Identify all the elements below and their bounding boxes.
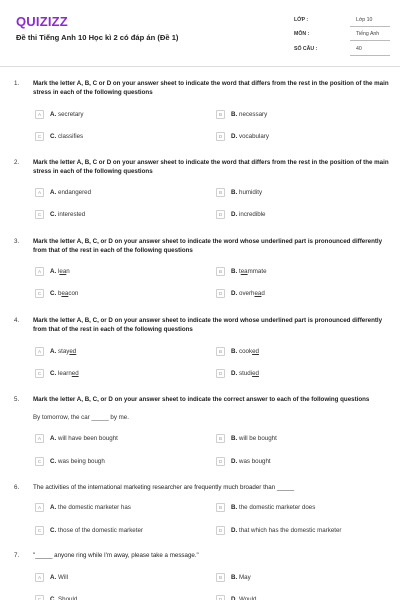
option-letter: B.	[231, 574, 238, 581]
question-text: Mark the letter A, B, C, or D on your answer sheet to indicate the correct answer to each of the following questions	[33, 396, 370, 403]
option-box[interactable]: B	[216, 434, 225, 443]
option-text: studied	[239, 370, 259, 377]
option-letter: A.	[50, 111, 57, 118]
option-letter: D.	[231, 290, 238, 297]
question-number: 6.	[14, 484, 20, 491]
option-box[interactable]: C	[35, 369, 44, 378]
question-text: Mark the letter A, B, C, or D on your answer sheet to indicate the word whose underlined part is pronounced differently from that of the rest in each of the following questions	[33, 238, 383, 254]
question-text: Mark the letter A, B, C or D on your answer sheet to indicate the word that differs from the rest in the position of the main stress in each of the following questions	[33, 159, 389, 175]
option-letter: B.	[231, 435, 238, 442]
option-text: the domestic marketer has	[58, 504, 131, 511]
question-prompt: By tomorrow, the car _____ by me.	[33, 414, 129, 421]
option-letter: B.	[231, 268, 238, 275]
option-text: Will	[58, 574, 68, 581]
question-number: 3.	[14, 238, 20, 245]
option-box[interactable]: B	[216, 573, 225, 582]
question-number: 7.	[14, 552, 20, 559]
option-box[interactable]: C	[35, 289, 44, 298]
meta-subject-label: MÔN :	[294, 31, 310, 37]
meta-count-underline	[350, 55, 390, 56]
meta-subject-underline	[350, 40, 390, 41]
option-letter: A.	[50, 189, 57, 196]
option-text: learned	[58, 370, 79, 377]
option-box[interactable]: B	[216, 267, 225, 276]
option-box[interactable]: D	[216, 526, 225, 535]
option-text: classifies	[58, 133, 84, 140]
question-text: Mark the letter A, B, C, or D on your answer sheet to indicate the word whose underlined part is pronounced differently from that of the rest in each of the following questions	[33, 317, 383, 333]
quiz-header	[0, 0, 400, 66]
option-box[interactable]: A	[35, 267, 44, 276]
question-text: The activities of the international marketing researcher are frequently much broader than _____	[33, 484, 295, 491]
option-text: will be bought	[239, 435, 277, 442]
question-number: 5.	[14, 396, 20, 403]
option-box[interactable]: D	[216, 289, 225, 298]
option-box[interactable]: A	[35, 503, 44, 512]
option-box[interactable]: C	[35, 210, 44, 219]
option-box[interactable]: A	[35, 188, 44, 197]
document-title: Đề thi Tiếng Anh 10 Học kì 2 có đáp án (Đề 1)	[16, 33, 179, 42]
option-letter: D.	[231, 458, 238, 465]
option-letter: A.	[50, 348, 57, 355]
question-text: "_____ anyone ring while I'm away, please take a message."	[33, 552, 199, 559]
meta-class-label: LỚP :	[294, 17, 309, 23]
option-letter: D.	[231, 133, 238, 140]
meta-count-value: 40	[356, 46, 362, 52]
option-letter: B.	[231, 189, 238, 196]
question-text: Mark the letter A, B, C or D on your answer sheet to indicate the word that differs from the rest in the position of the main stress in each of the following questions	[33, 80, 389, 96]
option-letter: D.	[231, 211, 238, 218]
option-letter: A.	[50, 504, 57, 511]
option-text: May	[239, 574, 251, 581]
meta-count-label: SỐ CÂU :	[294, 46, 318, 52]
option-letter: A.	[50, 268, 57, 275]
option-text: endangered	[58, 189, 92, 196]
option-letter: A.	[50, 574, 57, 581]
option-text: stayed	[58, 348, 77, 355]
option-box[interactable]: C	[35, 457, 44, 466]
meta-subject-value: Tiếng Anh	[356, 31, 380, 37]
header-divider	[0, 66, 400, 67]
option-text: lean	[58, 268, 70, 275]
option-letter: C.	[50, 133, 57, 140]
option-text: humidity	[239, 189, 263, 196]
option-text: vocabulary	[239, 133, 269, 140]
option-letter: B.	[231, 504, 238, 511]
option-letter: C.	[50, 458, 57, 465]
meta-class-underline	[350, 26, 390, 27]
option-text: Would	[239, 596, 257, 600]
option-letter: B.	[231, 111, 238, 118]
option-box[interactable]: C	[35, 526, 44, 535]
option-text: was being bough	[58, 458, 105, 465]
option-letter: B.	[231, 348, 238, 355]
option-box[interactable]: C	[35, 595, 44, 600]
option-box[interactable]: D	[216, 210, 225, 219]
option-box[interactable]: A	[35, 434, 44, 443]
option-text: secretary	[58, 111, 84, 118]
option-text: necessary	[239, 111, 268, 118]
option-letter: C.	[50, 211, 57, 218]
option-letter: D.	[231, 596, 238, 600]
option-letter: A.	[50, 435, 57, 442]
option-text: that which has the domestic marketer	[239, 527, 342, 534]
option-box[interactable]: D	[216, 595, 225, 600]
option-box[interactable]: A	[35, 347, 44, 356]
option-letter: C.	[50, 290, 57, 297]
option-box[interactable]: C	[35, 132, 44, 141]
option-text: those of the domestic marketer	[58, 527, 143, 534]
option-text: interested	[58, 211, 86, 218]
option-text: cooked	[239, 348, 259, 355]
option-text: was bought	[239, 458, 271, 465]
meta-class-value: Lớp 10	[356, 17, 373, 23]
option-letter: D.	[231, 527, 238, 534]
option-text: will have been bought	[58, 435, 118, 442]
option-text: the domestic marketer does	[239, 504, 316, 511]
quizizz-logo[interactable]: QUIZIZZ	[16, 14, 68, 29]
option-box[interactable]: B	[216, 110, 225, 119]
option-box[interactable]: B	[216, 347, 225, 356]
question-number: 2.	[14, 159, 20, 166]
option-text: incredible	[239, 211, 266, 218]
option-letter: C.	[50, 370, 57, 377]
option-box[interactable]: D	[216, 369, 225, 378]
question-number: 1.	[14, 80, 20, 87]
option-text: teammate	[239, 268, 267, 275]
question-number: 4.	[14, 317, 20, 324]
option-text: beacon	[58, 290, 79, 297]
option-letter: C.	[50, 596, 57, 600]
option-box[interactable]: D	[216, 132, 225, 141]
option-box[interactable]: B	[216, 188, 225, 197]
option-text: Should	[58, 596, 78, 600]
option-box[interactable]: A	[35, 110, 44, 119]
option-letter: D.	[231, 370, 238, 377]
option-box[interactable]: B	[216, 503, 225, 512]
option-text: overhead	[239, 290, 265, 297]
option-letter: C.	[50, 527, 57, 534]
option-box[interactable]: D	[216, 457, 225, 466]
option-box[interactable]: A	[35, 573, 44, 582]
